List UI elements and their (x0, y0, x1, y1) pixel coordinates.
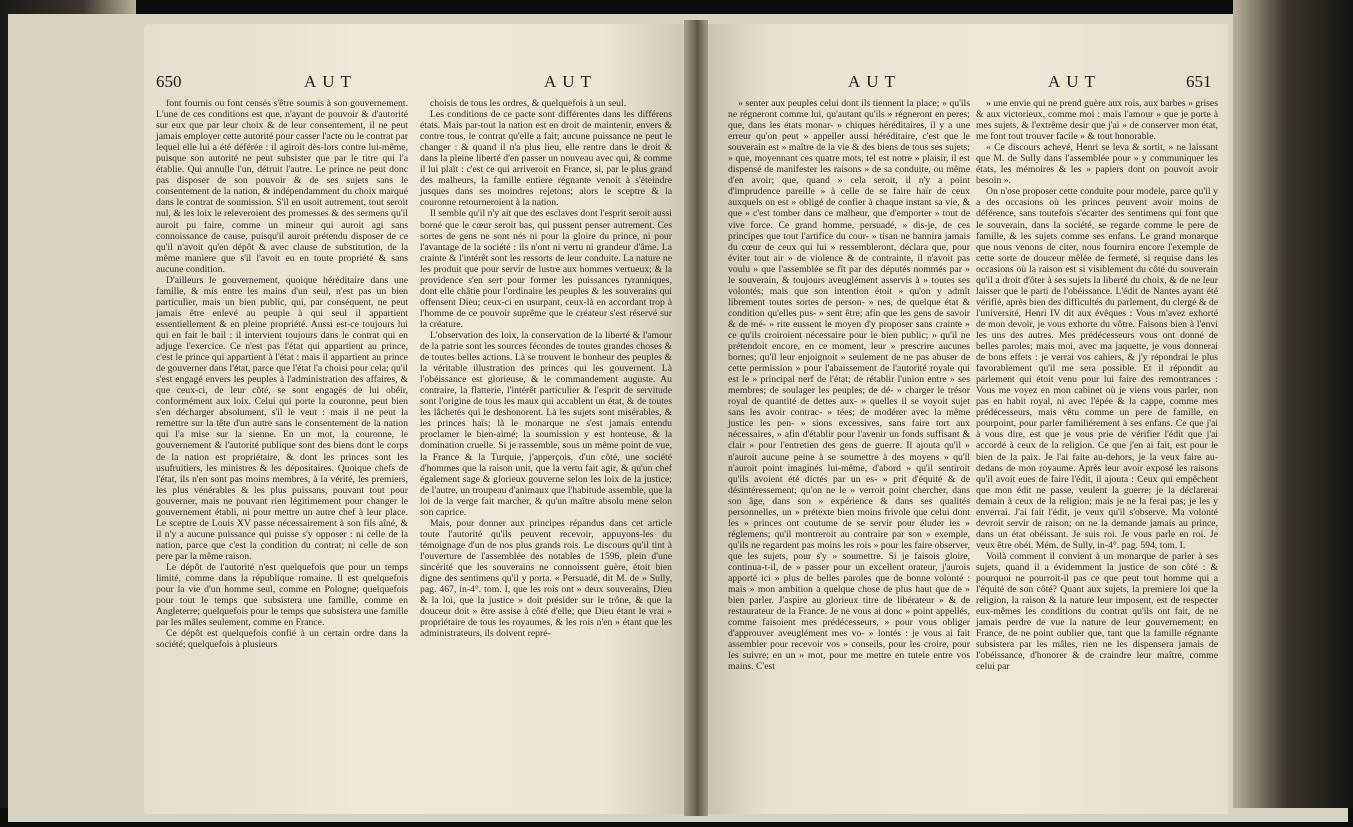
running-head-left-col1: AUT (304, 72, 357, 91)
paragraph: Mais, pour donner aux principes répandus dans cet article toute l'autorité qu'ils peuvent recevoir, appuyons-les du témoignage d'un de nos plus grands rois. Le discours qu'il tint à l'ouverture de l'assemblée des notables de 1596, plein d'une sincérité que les souverains ne connoissent guère, étoit bien digne des sentimens qu'il y porta. « Persuadé, dit M. de » Sully, pag. 467, in-4°. tom. I, que les rois ont » deux souverains, Dieu & la loi, que la justice » doit présider sur le trône, & que la douceur doit » être assise à côté d'elle; que Dieu étant le vrai » propriétaire de tous les royaumes, & les rois n'en » étant que les administrateurs, ils doivent repré- (420, 517, 672, 640)
book-spread (8, 14, 1348, 822)
right-page (708, 24, 1228, 814)
paragraph: On n'ose proposer cette conduite pour modele, parce qu'il y a des occasions où les princes peuvent avoir moins de déférence, sans toutefois s'écarter des sentimens qui font que le souverain, dans la société, se regarde comme le pere de famille, & les sujets comme ses enfans. Le grand monarque que nous venons de citer, nous fournira encore l'exemple de cette sorte de douceur mêlée de fermeté, si requise dans les occasions où la raison est si visiblement du côté du souverain qu'il a droit d'ôter à ses sujets la liberté du choix, & de ne leur laisser que le parti de l'obéissance. L'édit de Nantes ayant été vérifié, après bien des difficultés du parlement, du clergé & de l'université, Henri IV dit aux évêques : Vous m'avez exhorté de mon devoir, je vous exhorte du vôtre. Faisons bien à l'envi les uns des autres. Mes prédécesseurs vous ont donné de belles paroles; mais moi, avec ma jaquette, je vous donnerai de bons effets : je verrai vos cahiers, & j'y répondrai le plus favorablement qu'il me sera possible. Et il répondit au parlement qui étoit venu pour lui faire des remontrances : Vous me voyez en mon cabinet où je viens vous parler, non pas en habit royal, ni avec l'épée & la cappe, comme mes prédécesseurs, mais vêtu comme un pere de famille, en pourpoint, pour parler familiérement à ses enfans. Ce que j'ai à vous dire, est que je vous prie de vérifier l'édit que j'ai accordé à ceux de la religion. Ce que j'en ai fait, est pour le bien de la paix. Je l'ai faite au-dehors, je la veux faire au-dedans de mon royaume. Après leur avoir exposé les raisons qu'il avoit eues de faire l'édit, il ajouta : Ceux qui empêchent que mon édit ne passe, veulent la guerre; je la déclarerai demain à ceux de la religion; mais je ne la ferai pas; je les y enverrai. J'ai fait l'édit, je veux qu'il s'observe. Ma volonté devroit servir de raison; on ne la demande jamais au prince, dans un état obéissant. Je suis roi. Je vous parle en roi. Je veux être obéi. Mém. de Sully, in-4°. pag. 594, tom. I. (976, 186, 1218, 551)
left-page-column-2 (420, 98, 672, 639)
running-head-left-col2: AUT (544, 72, 597, 91)
paragraph: Ce dépôt est quelquefois confié à un certain ordre dans la société; quelquefois à plusieurs (156, 628, 408, 651)
right-page-column-1 (728, 98, 970, 672)
running-head-right-col1: AUT (848, 72, 901, 91)
paragraph: Le dépôt de l'autorité n'est quelquefois que pour un temps limité, comme dans la république romaine. Il est quelquefois pour la vie d'un homme seul, comme en Pologne; quelquefois pour tout le temps que subsistera une famille, comme en Angleterre; quelquefois pour le temps que subsistera une famille par les mâles seulement, comme en France. (156, 561, 408, 629)
paragraph: Les conditions de ce pacte sont différentes dans les différens états. Mais par-tout la nation est en droit de maintenir, envers & contre tous, le contrat qu'elle a fait; aucune puissance ne peut le changer : & quand il n'a plus lieu, elle rentre dans le droit & dans la pleine liberté d'en passer un nouveau avec qui, & comme il lui plaît : c'est ce qui arriveroit en France, si, par le plus grand des malheurs, la famille entiere régnante venoit à s'éteindre jusques dans ses moindres rejetons; alors le sceptre & la couronne retourneroient à la nation. (420, 109, 672, 209)
book-edge-right (1233, 0, 1353, 808)
running-head-right-col2: AUT (1048, 72, 1101, 91)
paragraph: D'ailleurs le gouvernement, quoique héréditaire dans une famille, & mis entre les mains d'un seul, n'est pas un bien particulier, mais un bien public, qui, par conséquent, ne peut jamais être enlevé au peuple à qui seul il appartient essentiellement & en pleine propriété. Aussi est-ce toujours lui qui en fait le bail : il intervient toujours dans le contrat qui en adjuge l'exercice. Ce n'est pas l'état qui appartient au prince, c'est le prince qui appartient à l'état : mais il appartient au prince de gouverner dans l'état, parce que l'état l'a choisi pour cela; qu'il s'est engagé envers les peuples à l'administration des affaires, & que ceux-ci, de leur côté, se sont engagés de lui obéir, conformément aux loix. Celui qui porte la couronne, peut bien s'en décharger absolument, s'il le veut : mais il ne peut la remettre sur la tête d'un autre sans le consentement de la nation qui l'a mise sur la sienne. En un mot, la couronne, le gouvernement & l'autorité publique sont des biens dont le corps de la nation est propriétaire, & dont les princes sont les usufruitiers, les ministres & les dépositaires. Quoique chefs de l'état, ils n'en sont pas moins membres, à la vérité, les premiers, les plus vénérables & les plus puissans, pouvant tout pour gouverner, mais ne pouvant rien légitimement pour changer le gouvernement établi, ni pour mettre un autre chef à leur place. Le sceptre de Louis XV passe nécessairement à son fils aîné, & il n'y a aucune puissance qui puisse s'y opposer : ni celle de la nation, parce que c'est la condition du contrat; ni celle de son pere par la même raison. (156, 274, 408, 562)
paragraph: » senter aux peuples celui dont ils tiennent la place; » qu'ils ne régneront comme lui, qu'autant qu'ils » régneront en peres; que, dans les états monar- » chiques héréditaires, il y a une erreur qu'on peut » appeller aussi héréditaire, c'est que le souverain est » maître de la vie & des biens de tous ses sujets; » que, moyennant ces quatre mots, tel est notre » plaisir, il est dispensé de manifester les raisons » de sa conduite, ou même d'en avoir; que, quand » cela seroit, il n'y a point d'imprudence pareille » à celle de se faire haïr de ceux auxquels on est » obligé de confier à chaque instant sa vie, & que » c'est tomber dans ce malheur, que d'emporter » tout de vive force. Ce grand homme, persuadé, » dis-je, de ces principes que tout l'artifice du cour- » tisan ne bannira jamais du cœur de ceux qui lui » ressembleront, déclara que, pour éviter tout air » de violence & de contrainte, il n'avoit pas voulu » que l'assemblée se fît par des députés nommés par » le souverain, & toujours aveuglément asservis à » toutes ses volontés; mais que son intention étoit » qu'on y admît librement toutes sortes de person- » nes, de quelque état & condition qu'elles pus- » sent être; afin que les gens de savoir & de mé- » rite eussent le moyen d'y proposer sans crainte » ce qu'ils croiroient nécessaire pour le bien public; » qu'il ne prétendoit encore, en ce moment, leur » prescrire aucunes bornes; qu'il leur enjoignoit » seulement de ne pas abuser de cette permission » pour l'abaissement de l'autorité royale qui est le » principal nerf de l'état; de rétablir l'union entre » ses membres; de soulager les peuples; de dé- » charger le trésor royal de quantité de dettes aux- » quelles il se voyoit sujet sans les avoir contrac- » tées; de modérer avec la même justice les pen- » sions excessives, sans faire tort aux nécessaires, » afin d'établir pour l'avenir un fonds suffisant & clair » pour l'entretien des gens de guerre. Il ajouta qu'il » n'auroit aucune peine à se soumettre à des moyens » qu'il n'auroit point imaginés lui-même, d'abord » qu'il sentiroit qu'ils avoient été dictés par un es- » prit d'équité & de désintéressement; qu'on ne le » verroit point chercher, dans son âge, dans son » expérience & dans ses qualités personnelles, un » prétexte bien moins frivole que celui dont les » princes ont coutume de se servir pour éluder les » réglemens; qu'il montreroit au contraire par son » exemple, qu'ils ne regardent pas moins les rois » pour les faire observer, que les sujets, pour s'y » soumettre. Si je faisois gloire, continua-t-il, de » passer pour un excellent orateur, j'aurois apporté ici » plus de belles paroles que de bonne volonté : mais » mon ambition a quelque chose de plus haut que de » bien parler. J'aspire au glorieux titre de libérateur » & de restaurateur de la France. Je ne vous ai donc » point appellés, comme faisoient mes prédécesseurs, » pour vous obliger d'approuver aveuglément mes vo- » lontés : je vous ai fait assembler pour recevoir vos » conseils, pour les croire, pour les suivre; en un » mot, pour me mettre en tutele entre vos mains. C'est (728, 98, 970, 673)
page-number-left: 650 (156, 72, 182, 91)
right-page-column-2 (976, 98, 1218, 672)
paragraph: Voilà comment il convient à un monarque de parler à ses sujets, quand il a évidemment la justice de son côté : & pourquoi ne pourroit-il pas ce que peut tout homme qui a l'équité de son côté? Quant aux sujets, la premiere loi que la religion, la raison & la nature leur imposent, est de respecter eux-mêmes les conditions du contrat qu'ils ont fait, de ne jamais perdre de vue la nature de leur gouvernement; en France, de ne point oublier que, tant que la famille régnante subsistera par les mâles, rien ne les dispensera jamais de l'obéissance, d'honorer & de craindre leur maître, comme celui par (976, 550, 1218, 673)
page-number-right: 651 (1186, 72, 1212, 91)
left-page-column-1 (156, 98, 408, 650)
left-page (144, 24, 684, 814)
paragraph: Il semble qu'il n'y ait que des esclaves dont l'esprit seroit aussi borné que le cœur seroit bas, qui pussent penser autrement. Ces sortes de gens ne sont nés ni pour la gloire du prince, ni pour l'avantage de la société : ils n'ont ni vertu ni grandeur d'âme. La crainte & l'intérêt sont les ressorts de leur conduite. La nature ne les produit que pour servir de lustre aux hommes vertueux; & la providence s'en sert pour former les puissances tyranniques, dont elle châtie pour l'ordinaire les peuples & les souverains qui offensent Dieu; ceux-ci en usurpant, ceux-là en accordant trop à l'homme de ce pouvoir suprême que le créateur s'est réservé sur la créature. (420, 208, 672, 330)
paragraph: « Ce discours achevé, Henri se leva & sortit, » ne laissant que M. de Sully dans l'assemblée pour » y communiquer les états, les mémoires & les » papiers dont on pouvoit avoir besoin ». (976, 142, 1218, 187)
book-spine (684, 20, 708, 816)
paragraph: font fournis ou font censés s'être soumis à son gouvernement. L'une de ces conditions est que, n'ayant de pouvoir & d'autorité sur eux que par leur choix & de leur consentement, il ne peut jamais employer cette autorité pour casser l'acte ou le contrat par lequel elle lui a été déférée : il agiroit dès-lors contre lui-même, puisque son autorité ne peut subsister que par le titre qui l'a établie. Qui annulle l'un, détruit l'autre. Le prince ne peut donc pas disposer de son pouvoir & de ses sujets sans le consentement de la nation, & indépendamment du choix marqué dans le contrat de soumission. S'il en usoit autrement, tout seroit nul, & les loix le releveroient des promesses & des sermens qu'il auroit pu faire, comme un mineur qui auroit agi sans connoissance de cause, puisqu'il auroit prétendu disposer de ce qu'il n'avoit qu'en dépôt & avec clause de substitution, de la même maniere que s'il l'avoit eu en toute propriété & sans aucune condition. (156, 98, 408, 275)
paragraph: choisis de tous les ordres, & quelquefois à un seul. (430, 98, 627, 109)
paragraph: L'observation des loix, la conservation de la liberté & l'amour de la patrie sont les sources fécondes de toutes grandes choses & de toutes belles actions. Là se trouvent le bonheur des peuples & la véritable illustration des princes qui les gouvernent. Là l'obéissance est glorieuse, & le commandement auguste. Au contraire, la flatterie, l'intérêt particulier & l'esprit de servitude sont l'origine de tous les maux qui accablent un état, & de toutes les lâchetés qui le deshonorent. Là les sujets sont misérables, & les princes haïs; là le monarque ne s'est jamais entendu proclamer le bien-aimé; la soumission y est honteuse, & la domination cruelle. Si je rassemble, sous un même point de vue, la France & la Turquie, j'apperçois, d'un côté, une société d'hommes que la raison unit, que la vertu fait agir, & qu'un chef également sage & glorieux gouverne selon les loix de la justice; de l'autre, un troupeau d'animaux que l'habitude assemble, que la loi de la verge fait marcher, & qu'un maître absolu mene selon son caprice. (420, 329, 672, 518)
paragraph: » une envie qui ne prend guère aux rois, aux barbes » grises & aux victorieux, comme moi : mais l'amour » que je porte à mes sujets, & l'extrême desir que j'ai » de conserver mon état, me font tout trouver facile » & tout honorable. (976, 98, 1218, 143)
